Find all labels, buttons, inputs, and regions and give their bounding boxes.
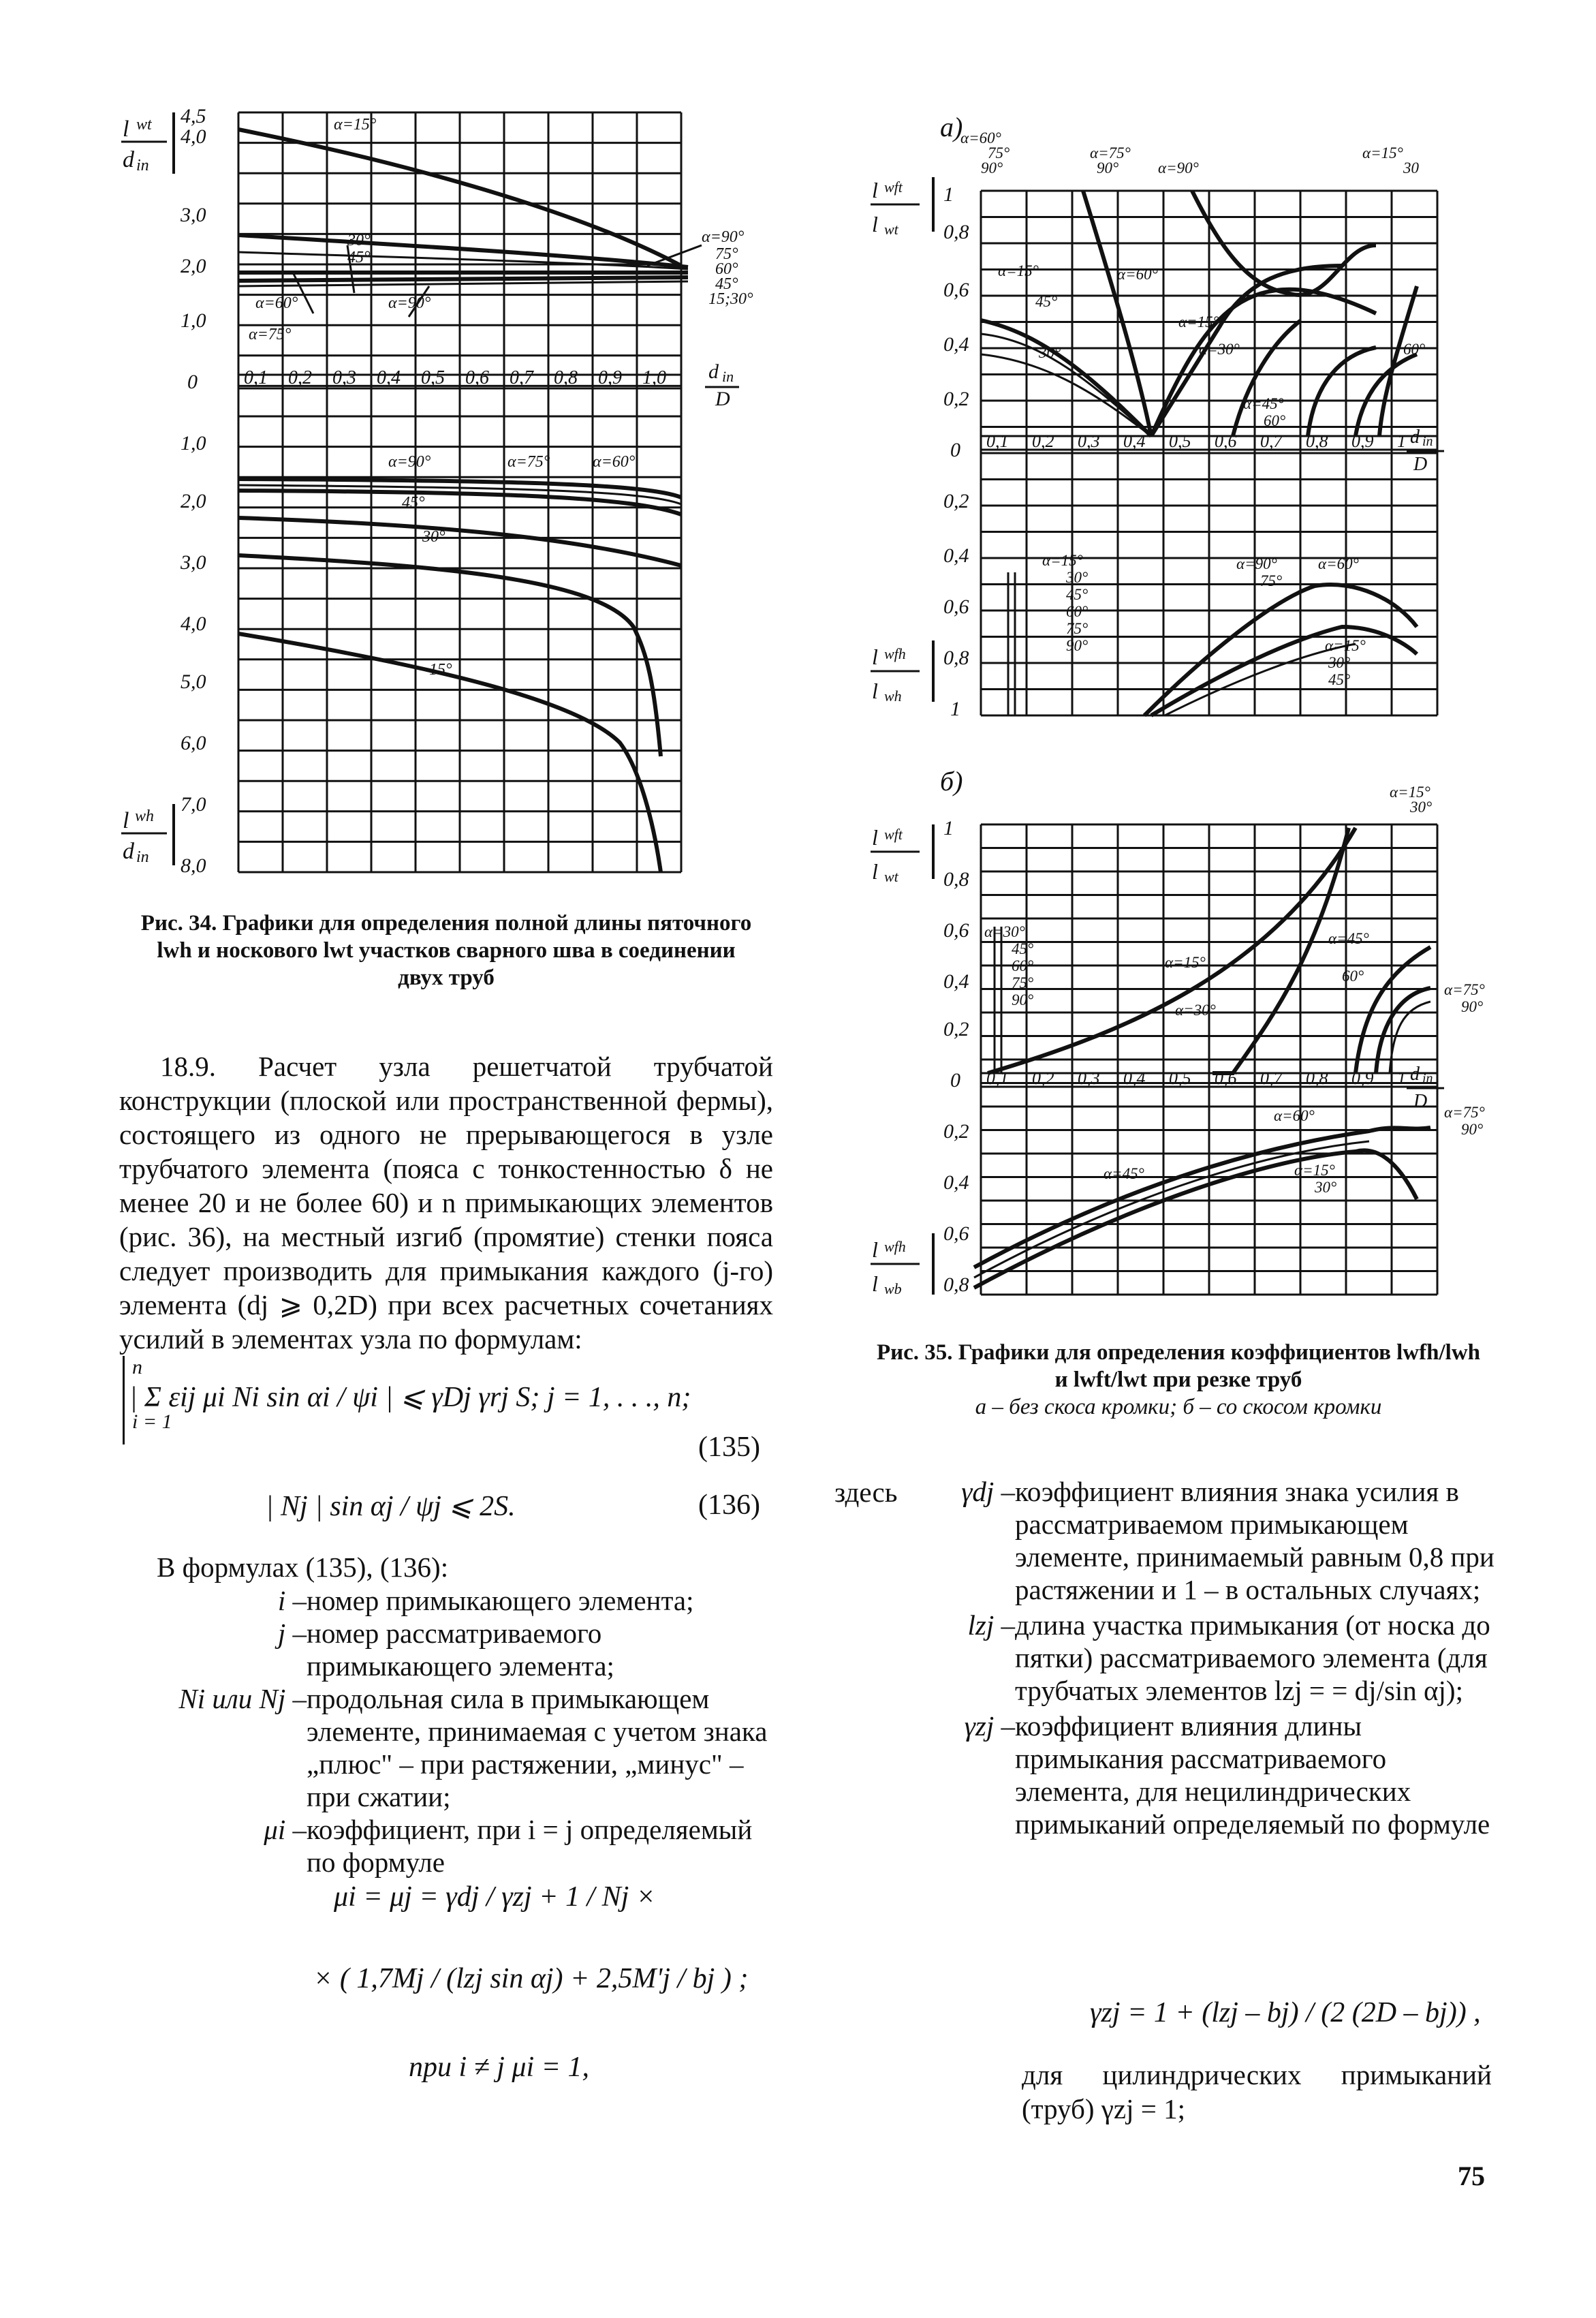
svg-text:D: D xyxy=(1413,1091,1428,1112)
y-tick: 0 xyxy=(187,371,198,393)
x-tick: 0,6 xyxy=(1215,431,1237,451)
svg-text:wt: wt xyxy=(884,868,898,885)
definition-row: i – номер примыкающего элемента; xyxy=(277,1585,694,1616)
svg-text:α=75°: α=75° xyxy=(1444,1104,1485,1121)
svg-text:wb: wb xyxy=(884,1280,902,1297)
svg-text:90°: 90° xyxy=(1066,637,1089,654)
svg-text:wh: wh xyxy=(135,807,155,825)
svg-text:α=60°: α=60° xyxy=(593,453,636,471)
svg-text:0: 0 xyxy=(950,1069,960,1092)
svg-text:α=15°: α=15° xyxy=(334,116,377,134)
svg-text:75°: 75° xyxy=(715,245,738,263)
svg-text:α=15°: α=15° xyxy=(1042,552,1083,569)
svg-text:0,2: 0,2 xyxy=(943,1018,969,1040)
x-tick: 0,1 xyxy=(986,431,1009,451)
svg-text:60°: 60° xyxy=(1012,957,1034,974)
svg-text:α=15°: α=15° xyxy=(1325,637,1366,654)
svg-text:α=30°: α=30° xyxy=(1199,341,1240,358)
x-tick: 0,8 xyxy=(1306,1068,1328,1088)
svg-text:0,4: 0,4 xyxy=(943,970,969,993)
svg-text:α=30°: α=30° xyxy=(1175,1002,1216,1019)
svg-text:0,2: 0,2 xyxy=(943,388,969,410)
definition-row: γzj – коэффициент влияния длины примыкания рассматриваемого элемента, для нецилиндрических примыканий определяемый по формуле xyxy=(964,1710,1490,1840)
x-tick: 0,5 xyxy=(1169,1068,1191,1088)
svg-text:30°: 30° xyxy=(1410,799,1433,816)
gamma-formula: γzj = 1 + (lzj – bj) / (2 (2D – bj)) , xyxy=(1090,1997,1481,2028)
svg-text:α=60°: α=60° xyxy=(1274,1107,1315,1124)
figure-35 xyxy=(865,109,1546,1370)
x-tick: 0,2 xyxy=(1032,1068,1054,1088)
svg-text:α=15°: α=15° xyxy=(1362,144,1403,161)
svg-text:0,8: 0,8 xyxy=(943,1273,969,1296)
svg-text:1: 1 xyxy=(950,698,960,720)
panel-b-label: б) xyxy=(940,766,963,797)
y-tick: 4,5 xyxy=(181,105,206,127)
svg-text:α=75°: α=75° xyxy=(1444,981,1485,998)
svg-text:α=75°: α=75° xyxy=(507,453,550,471)
svg-text:d: d xyxy=(123,147,134,172)
y-tick: 3,0 xyxy=(181,204,206,226)
definition-row: Ni или Nj – продольная сила в примыкающем элементе, принимаемая с учетом знака „плюс" – при растяжении, „минус" – при сжатии; xyxy=(178,1683,768,1812)
formulas-intro: В формулах (135), (136): xyxy=(157,1551,449,1583)
svg-text:α=45°: α=45° xyxy=(1243,395,1284,412)
x-tick: 0,3 xyxy=(332,367,356,388)
x-tick: 0,3 xyxy=(1078,1068,1100,1088)
svg-text:α=90°: α=90° xyxy=(1158,159,1199,176)
y-tick: 2,0 xyxy=(181,255,206,277)
figure-34 xyxy=(102,89,783,920)
svg-text:1: 1 xyxy=(943,183,954,206)
svg-text:0,6: 0,6 xyxy=(943,1222,969,1245)
x-tick: 1 xyxy=(1397,431,1406,451)
svg-text:D: D xyxy=(715,388,730,410)
x-tick: 0,4 xyxy=(1123,1068,1146,1088)
svg-text:0,2: 0,2 xyxy=(943,490,969,512)
right-definitions xyxy=(923,1475,1495,1840)
svg-text:d: d xyxy=(123,839,134,864)
svg-text:45°: 45° xyxy=(1012,940,1034,957)
svg-text:α=75°: α=75° xyxy=(1090,144,1131,161)
svg-text:45°: 45° xyxy=(347,249,371,266)
svg-text:0,6: 0,6 xyxy=(943,596,969,618)
formula-135: n i = 1 | Σ εij μi Ni sin αi / ψi | ⩽ γDj γrj S; j = 1, . . ., n; xyxy=(123,1356,777,1451)
x-label: d xyxy=(708,360,719,383)
x-tick: 1,0 xyxy=(642,367,666,388)
svg-text:d: d xyxy=(1410,1064,1420,1085)
svg-text:0,6: 0,6 xyxy=(943,919,969,942)
definition-row: j – номер рассматриваемого примыкающего элемента; xyxy=(277,1618,614,1682)
svg-text:d: d xyxy=(1410,427,1420,448)
x-tick: 1 xyxy=(1397,1068,1406,1088)
svg-text:in: in xyxy=(136,157,149,174)
figure-35-chart xyxy=(865,109,1546,1370)
section-18-9-paragraph: 18.9. Расчет узла решетчатой трубчатой конструкции (плоской или пространственной фермы), состоящего из одного не прерывающегося в узле трубчатого элемента (пояса с тонкостенностью δ не менее 20 и не более 60) и n примыкающих элементов (рис. 36), на местный изгиб (промятие) стенки пояса следует производить для примыкания каждого (j-го) элемента (dj ⩾ 0,2D) при всех расчетных сочетаниях усилий в элементах узла по формулам: xyxy=(119,1051,773,1355)
y-label-top: l xyxy=(123,117,129,142)
svg-text:45°: 45° xyxy=(1066,586,1089,603)
svg-text:0,8: 0,8 xyxy=(943,221,969,243)
svg-text:0,6: 0,6 xyxy=(943,279,969,301)
svg-text:wh: wh xyxy=(884,687,902,705)
svg-text:30°: 30° xyxy=(1315,1179,1337,1196)
svg-text:in: in xyxy=(1422,1071,1433,1086)
svg-text:60°: 60° xyxy=(715,260,738,278)
svg-text:75°: 75° xyxy=(988,144,1010,161)
svg-text:0: 0 xyxy=(950,439,960,461)
svg-text:wt: wt xyxy=(136,116,152,134)
y-tick: 6,0 xyxy=(181,732,206,754)
cylindrical-note: для цилиндрических примыканий (труб) γzj = 1; xyxy=(1022,2059,1492,2124)
x-tick: 0,9 xyxy=(1351,1068,1374,1088)
svg-text:90°: 90° xyxy=(1461,998,1484,1015)
svg-text:l: l xyxy=(872,679,878,703)
svg-text:α=30°: α=30° xyxy=(984,923,1025,940)
svg-text:wft: wft xyxy=(884,179,903,196)
x-tick: 0,2 xyxy=(1032,431,1054,451)
zdes-label: здесь xyxy=(834,1477,898,1508)
svg-text:0,4: 0,4 xyxy=(943,1171,969,1194)
svg-text:15°: 15° xyxy=(429,661,452,679)
x-tick: 0,7 xyxy=(510,367,533,388)
svg-text:30°: 30° xyxy=(1328,654,1351,671)
y-tick: 1,0 xyxy=(181,432,206,454)
svg-text:0,8: 0,8 xyxy=(943,647,969,669)
svg-text:α=75°: α=75° xyxy=(249,326,292,343)
y-tick: 2,0 xyxy=(181,490,206,512)
svg-text:α=15°: α=15° xyxy=(1178,313,1219,330)
svg-text:1: 1 xyxy=(943,817,954,839)
svg-text:l: l xyxy=(123,808,129,833)
svg-text:α=90°: α=90° xyxy=(388,294,431,312)
x-tick: 0,7 xyxy=(1260,431,1283,451)
x-tick: 0,8 xyxy=(554,367,578,388)
svg-text:30: 30 xyxy=(1403,159,1419,176)
svg-text:in: in xyxy=(136,848,149,866)
formula-136: | Nj | sin αj / ψj ⩽ 2S. xyxy=(266,1491,516,1522)
x-tick: 0,1 xyxy=(244,367,268,388)
y-tick: 1,0 xyxy=(181,309,206,332)
svg-text:45°: 45° xyxy=(1328,671,1351,688)
svg-text:α=45°: α=45° xyxy=(1104,1165,1144,1182)
y-tick: 3,0 xyxy=(181,551,206,574)
x-tick: 0,5 xyxy=(1169,431,1191,451)
svg-text:30°: 30° xyxy=(347,232,371,249)
svg-text:45°: 45° xyxy=(1035,293,1058,310)
svg-text:α=60°: α=60° xyxy=(1117,266,1158,283)
definition-row: γdj – коэффициент влияния знака усилия в рассматриваемом примыкающем элементе, принимаемый равным 0,8 при растяжении и 1 – в остальных случаях; xyxy=(961,1476,1495,1605)
svg-text:α=15°: α=15° xyxy=(998,262,1039,279)
formula-135-number: (135) xyxy=(698,1432,760,1463)
svg-text:l: l xyxy=(872,645,878,669)
svg-text:75°: 75° xyxy=(1260,572,1283,589)
definition-row: lzj – длина участка примыкания (от носка до пятки) рассматриваемого элемента (для трубчатых элементов lzj = = dj/sin αj); xyxy=(967,1609,1490,1706)
figure-34-chart xyxy=(102,89,783,920)
mu-formula-line1: μi = μj = γdj / γzj + 1 / Nj × xyxy=(334,1881,656,1913)
svg-text:α=60°: α=60° xyxy=(255,294,298,312)
x-tick: 0,1 xyxy=(986,1068,1009,1088)
svg-text:90°: 90° xyxy=(1097,159,1119,176)
x-tick: 0,3 xyxy=(1078,431,1100,451)
mu-formula-line3: при i ≠ j μi = 1, xyxy=(409,2052,589,2083)
svg-text:l: l xyxy=(872,859,878,884)
formula-136-number: (136) xyxy=(698,1489,760,1521)
x-tick: 0,9 xyxy=(598,367,622,388)
svg-text:45°: 45° xyxy=(402,494,425,512)
svg-text:l: l xyxy=(872,178,878,202)
y-tick: 4,0 xyxy=(181,125,206,148)
svg-text:l: l xyxy=(872,1237,878,1262)
svg-text:0,2: 0,2 xyxy=(943,1120,969,1143)
svg-text:l: l xyxy=(872,825,878,850)
svg-text:α=15°: α=15° xyxy=(1294,1162,1335,1179)
svg-text:α=90°: α=90° xyxy=(1236,555,1277,572)
svg-text:0,4: 0,4 xyxy=(943,544,969,567)
svg-text:α=15°: α=15° xyxy=(1390,784,1430,801)
svg-text:wt: wt xyxy=(884,221,898,238)
figure-34-caption: Рис. 34. Графики для определения полной длины пяточного lwh и носкового lwt участков сварного шва в соединении двух труб xyxy=(140,911,752,990)
y-tick: 7,0 xyxy=(181,793,206,816)
x-tick: 0,9 xyxy=(1351,431,1374,451)
x-tick: 0,4 xyxy=(377,367,401,388)
x-tick: 0,8 xyxy=(1306,431,1328,451)
svg-text:45°: 45° xyxy=(715,275,738,293)
y-tick: 8,0 xyxy=(181,854,206,877)
svg-text:75°: 75° xyxy=(1012,974,1034,991)
svg-text:α=60°: α=60° xyxy=(960,129,1001,146)
svg-text:wfh: wfh xyxy=(884,645,906,662)
y-tick: 4,0 xyxy=(181,613,206,635)
x-tick: 0,6 xyxy=(1215,1068,1237,1088)
svg-text:in: in xyxy=(722,368,734,385)
svg-text:α=45°: α=45° xyxy=(1328,930,1369,947)
svg-text:D: D xyxy=(1413,454,1428,475)
svg-text:l: l xyxy=(872,212,878,236)
x-tick: 0,6 xyxy=(465,367,489,388)
svg-text:α=60°: α=60° xyxy=(1318,555,1359,572)
x-tick: 0,2 xyxy=(288,367,312,388)
svg-text:75°: 75° xyxy=(1066,620,1089,637)
svg-text:0,8: 0,8 xyxy=(943,868,969,891)
svg-text:90°: 90° xyxy=(981,159,1003,176)
panel-a-label: a) xyxy=(940,112,963,142)
x-tick: 0,4 xyxy=(1123,431,1146,451)
svg-text:15;30°: 15;30° xyxy=(708,290,753,308)
page-number: 75 xyxy=(1458,2161,1485,2191)
svg-text:l: l xyxy=(872,1271,878,1296)
left-definitions xyxy=(119,1584,773,1879)
svg-text:0,4: 0,4 xyxy=(943,333,969,356)
definition-row: μi – коэффициент, при i = j определяемый по формуле xyxy=(264,1814,753,1878)
svg-text:60°: 60° xyxy=(1342,968,1364,985)
svg-text:wfh: wfh xyxy=(884,1238,906,1255)
svg-text:60°: 60° xyxy=(1066,603,1089,620)
svg-text:60°: 60° xyxy=(1403,341,1426,358)
x-tick: 0,7 xyxy=(1260,1068,1283,1088)
svg-text:α=90°: α=90° xyxy=(388,453,431,471)
mu-formula-line2: × ( 1,7Mj / (lzj sin αj) + 2,5M'j / bj ) ; xyxy=(313,1963,749,1994)
svg-text:in: in xyxy=(1422,434,1433,449)
svg-text:α=90°: α=90° xyxy=(702,228,745,246)
svg-text:wft: wft xyxy=(884,826,903,843)
svg-text:60°: 60° xyxy=(1264,412,1286,429)
y-tick: 5,0 xyxy=(181,670,206,693)
figure-35-caption: Рис. 35. Графики для определения коэффициентов lwfh/lwh и lwft/lwt при резке труб а – без скоса кромки; б – со скосом кромки xyxy=(876,1340,1481,1419)
svg-text:α=15°: α=15° xyxy=(1165,954,1206,971)
svg-text:90°: 90° xyxy=(1461,1121,1484,1138)
svg-text:90°: 90° xyxy=(1012,991,1034,1008)
svg-text:30°: 30° xyxy=(1039,344,1061,361)
svg-text:30°: 30° xyxy=(422,528,445,546)
svg-text:30°: 30° xyxy=(1066,569,1089,586)
x-tick: 0,5 xyxy=(421,367,445,388)
